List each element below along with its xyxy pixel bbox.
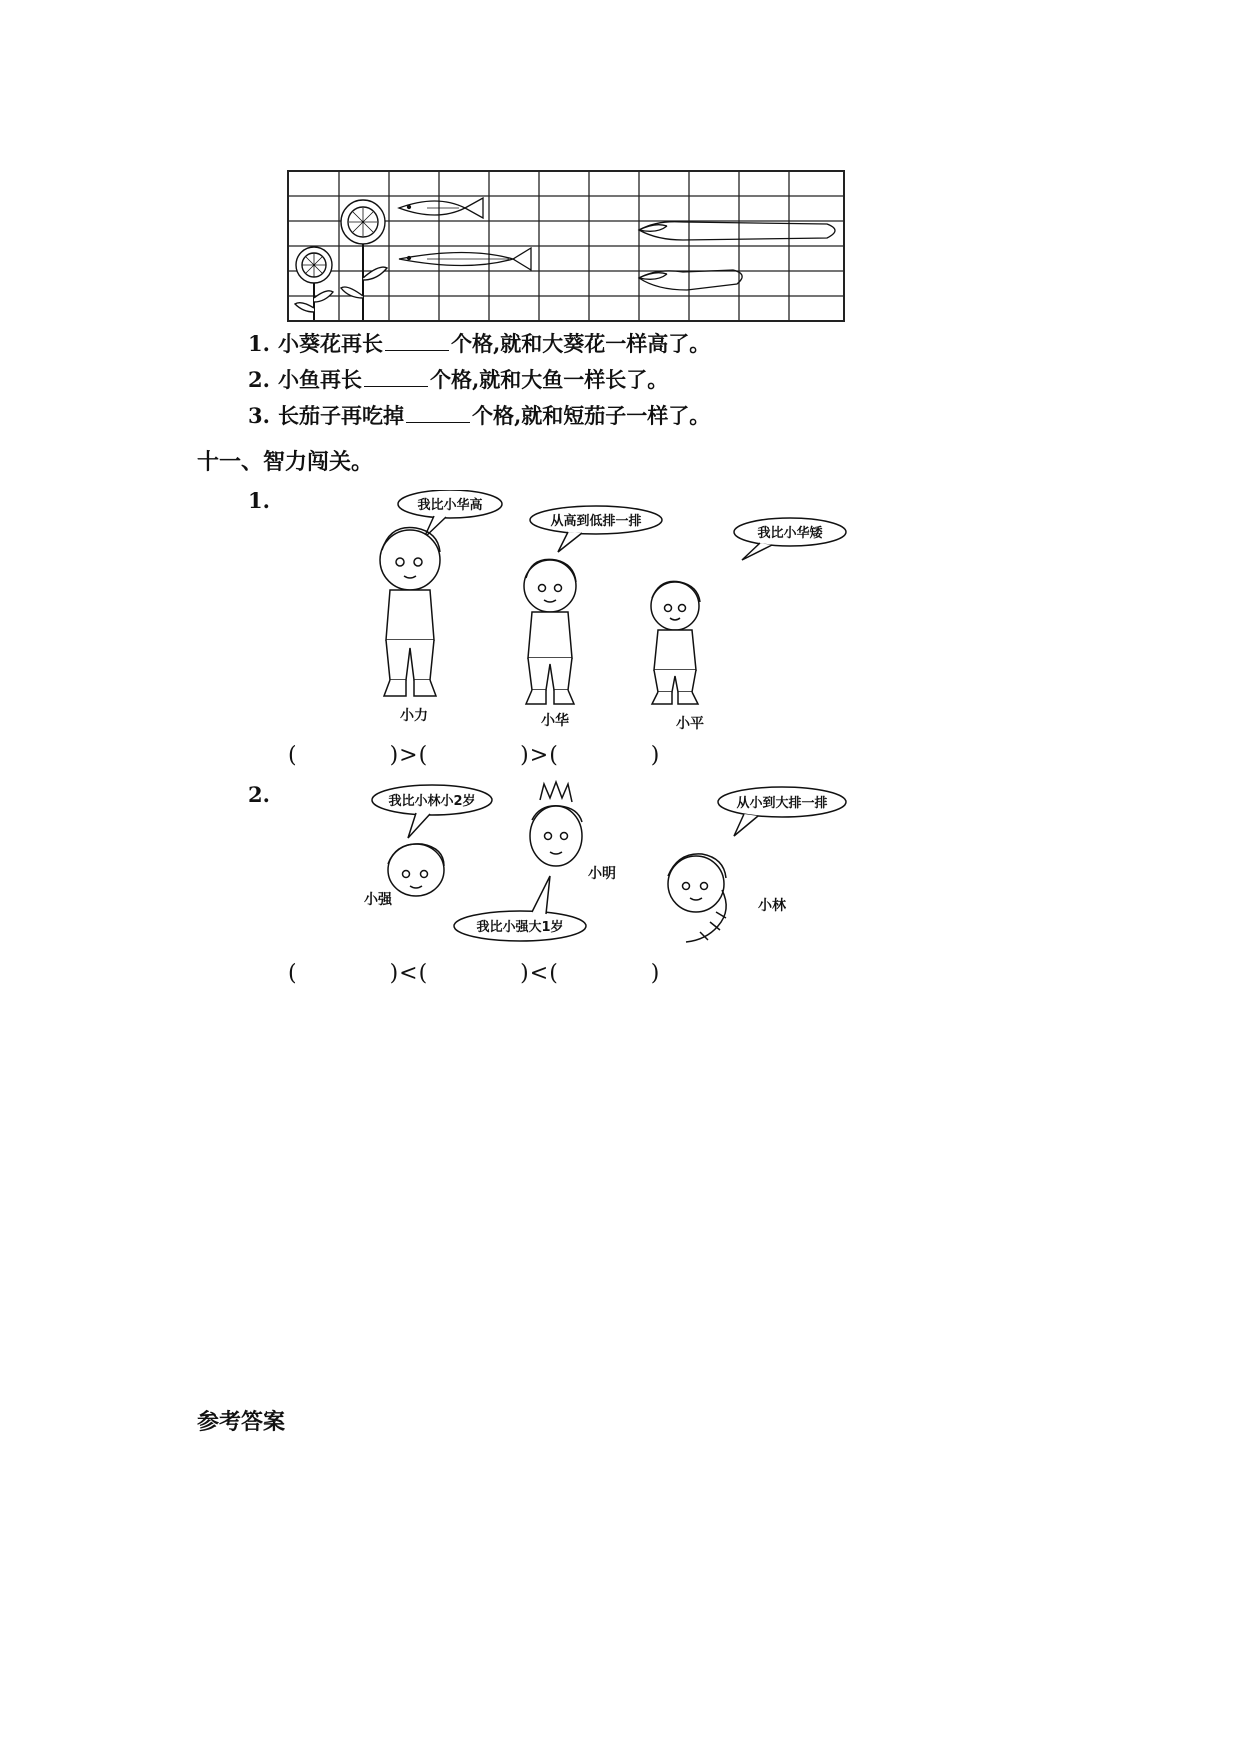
- medium-boy-icon: [524, 559, 576, 704]
- xiaolin-head-icon: [668, 854, 726, 942]
- big-sunflower-icon: [341, 200, 387, 320]
- long-eggplant-icon: [639, 222, 835, 240]
- problem-1-number: 1.: [248, 488, 270, 513]
- grid-figure: [287, 168, 847, 328]
- xiaoqiang-head-icon: [388, 844, 444, 896]
- character-name: 小平: [676, 716, 704, 730]
- speech-bubble: [530, 506, 662, 552]
- grid-question-1: [248, 328, 710, 358]
- small-fish-icon: [399, 198, 483, 218]
- problem-2-illustration: [360, 780, 870, 950]
- answer-blank[interactable]: [385, 336, 449, 351]
- problem-2-number: 2.: [248, 782, 270, 807]
- grid-question-2: [248, 364, 668, 394]
- question-text-after: 个格,就和短茄子一样了。: [472, 403, 711, 428]
- grid-question-3: [248, 400, 710, 430]
- speech-bubble: [372, 785, 492, 838]
- bubble-text: 从小到大排一排: [736, 796, 828, 811]
- problem-1-illustration: [360, 490, 870, 730]
- question-text-before: 小鱼再长: [278, 367, 362, 392]
- question-number: 2.: [248, 367, 270, 392]
- short-boy-icon: [651, 581, 700, 704]
- speech-bubble: [718, 787, 846, 836]
- section-title: 十一、智力闯关。: [197, 449, 374, 475]
- question-text-after: 个格,就和大葵花一样高了。: [451, 331, 711, 356]
- problem-1-answer-line[interactable]: ( )>( )>( ): [288, 743, 661, 768]
- question-number: 1.: [248, 331, 270, 356]
- character-name: 小明: [588, 866, 616, 882]
- bubble-text: 从高到低排一排: [550, 514, 642, 529]
- bubble-text: 我比小强大1岁: [476, 920, 564, 935]
- grid-lines: [288, 171, 844, 321]
- character-name: 小华: [541, 713, 569, 729]
- problem-2-answer-line[interactable]: ( )<( )<( ): [288, 961, 661, 986]
- short-eggplant-icon: [639, 270, 742, 290]
- small-sunflower-icon: [295, 247, 333, 320]
- xiaoming-head-icon: [530, 782, 582, 866]
- answers-title: 参考答案: [197, 1409, 286, 1435]
- bubble-text: 我比小华高: [417, 498, 483, 513]
- question-text-after: 个格,就和大鱼一样长了。: [430, 367, 669, 392]
- big-fish-icon: [399, 248, 531, 270]
- character-name: 小力: [400, 708, 428, 724]
- bubble-text: 我比小华矮: [757, 526, 823, 541]
- tall-boy-icon: [380, 527, 440, 696]
- answer-blank[interactable]: [406, 408, 470, 423]
- character-name: 小强: [364, 892, 392, 908]
- question-text-before: 小葵花再长: [278, 331, 383, 356]
- bubble-text: 我比小林小2岁: [388, 794, 476, 809]
- character-name: 小林: [758, 898, 786, 914]
- question-text-before: 长茄子再吃掉: [278, 403, 404, 428]
- answer-blank[interactable]: [364, 372, 428, 387]
- question-number: 3.: [248, 403, 270, 428]
